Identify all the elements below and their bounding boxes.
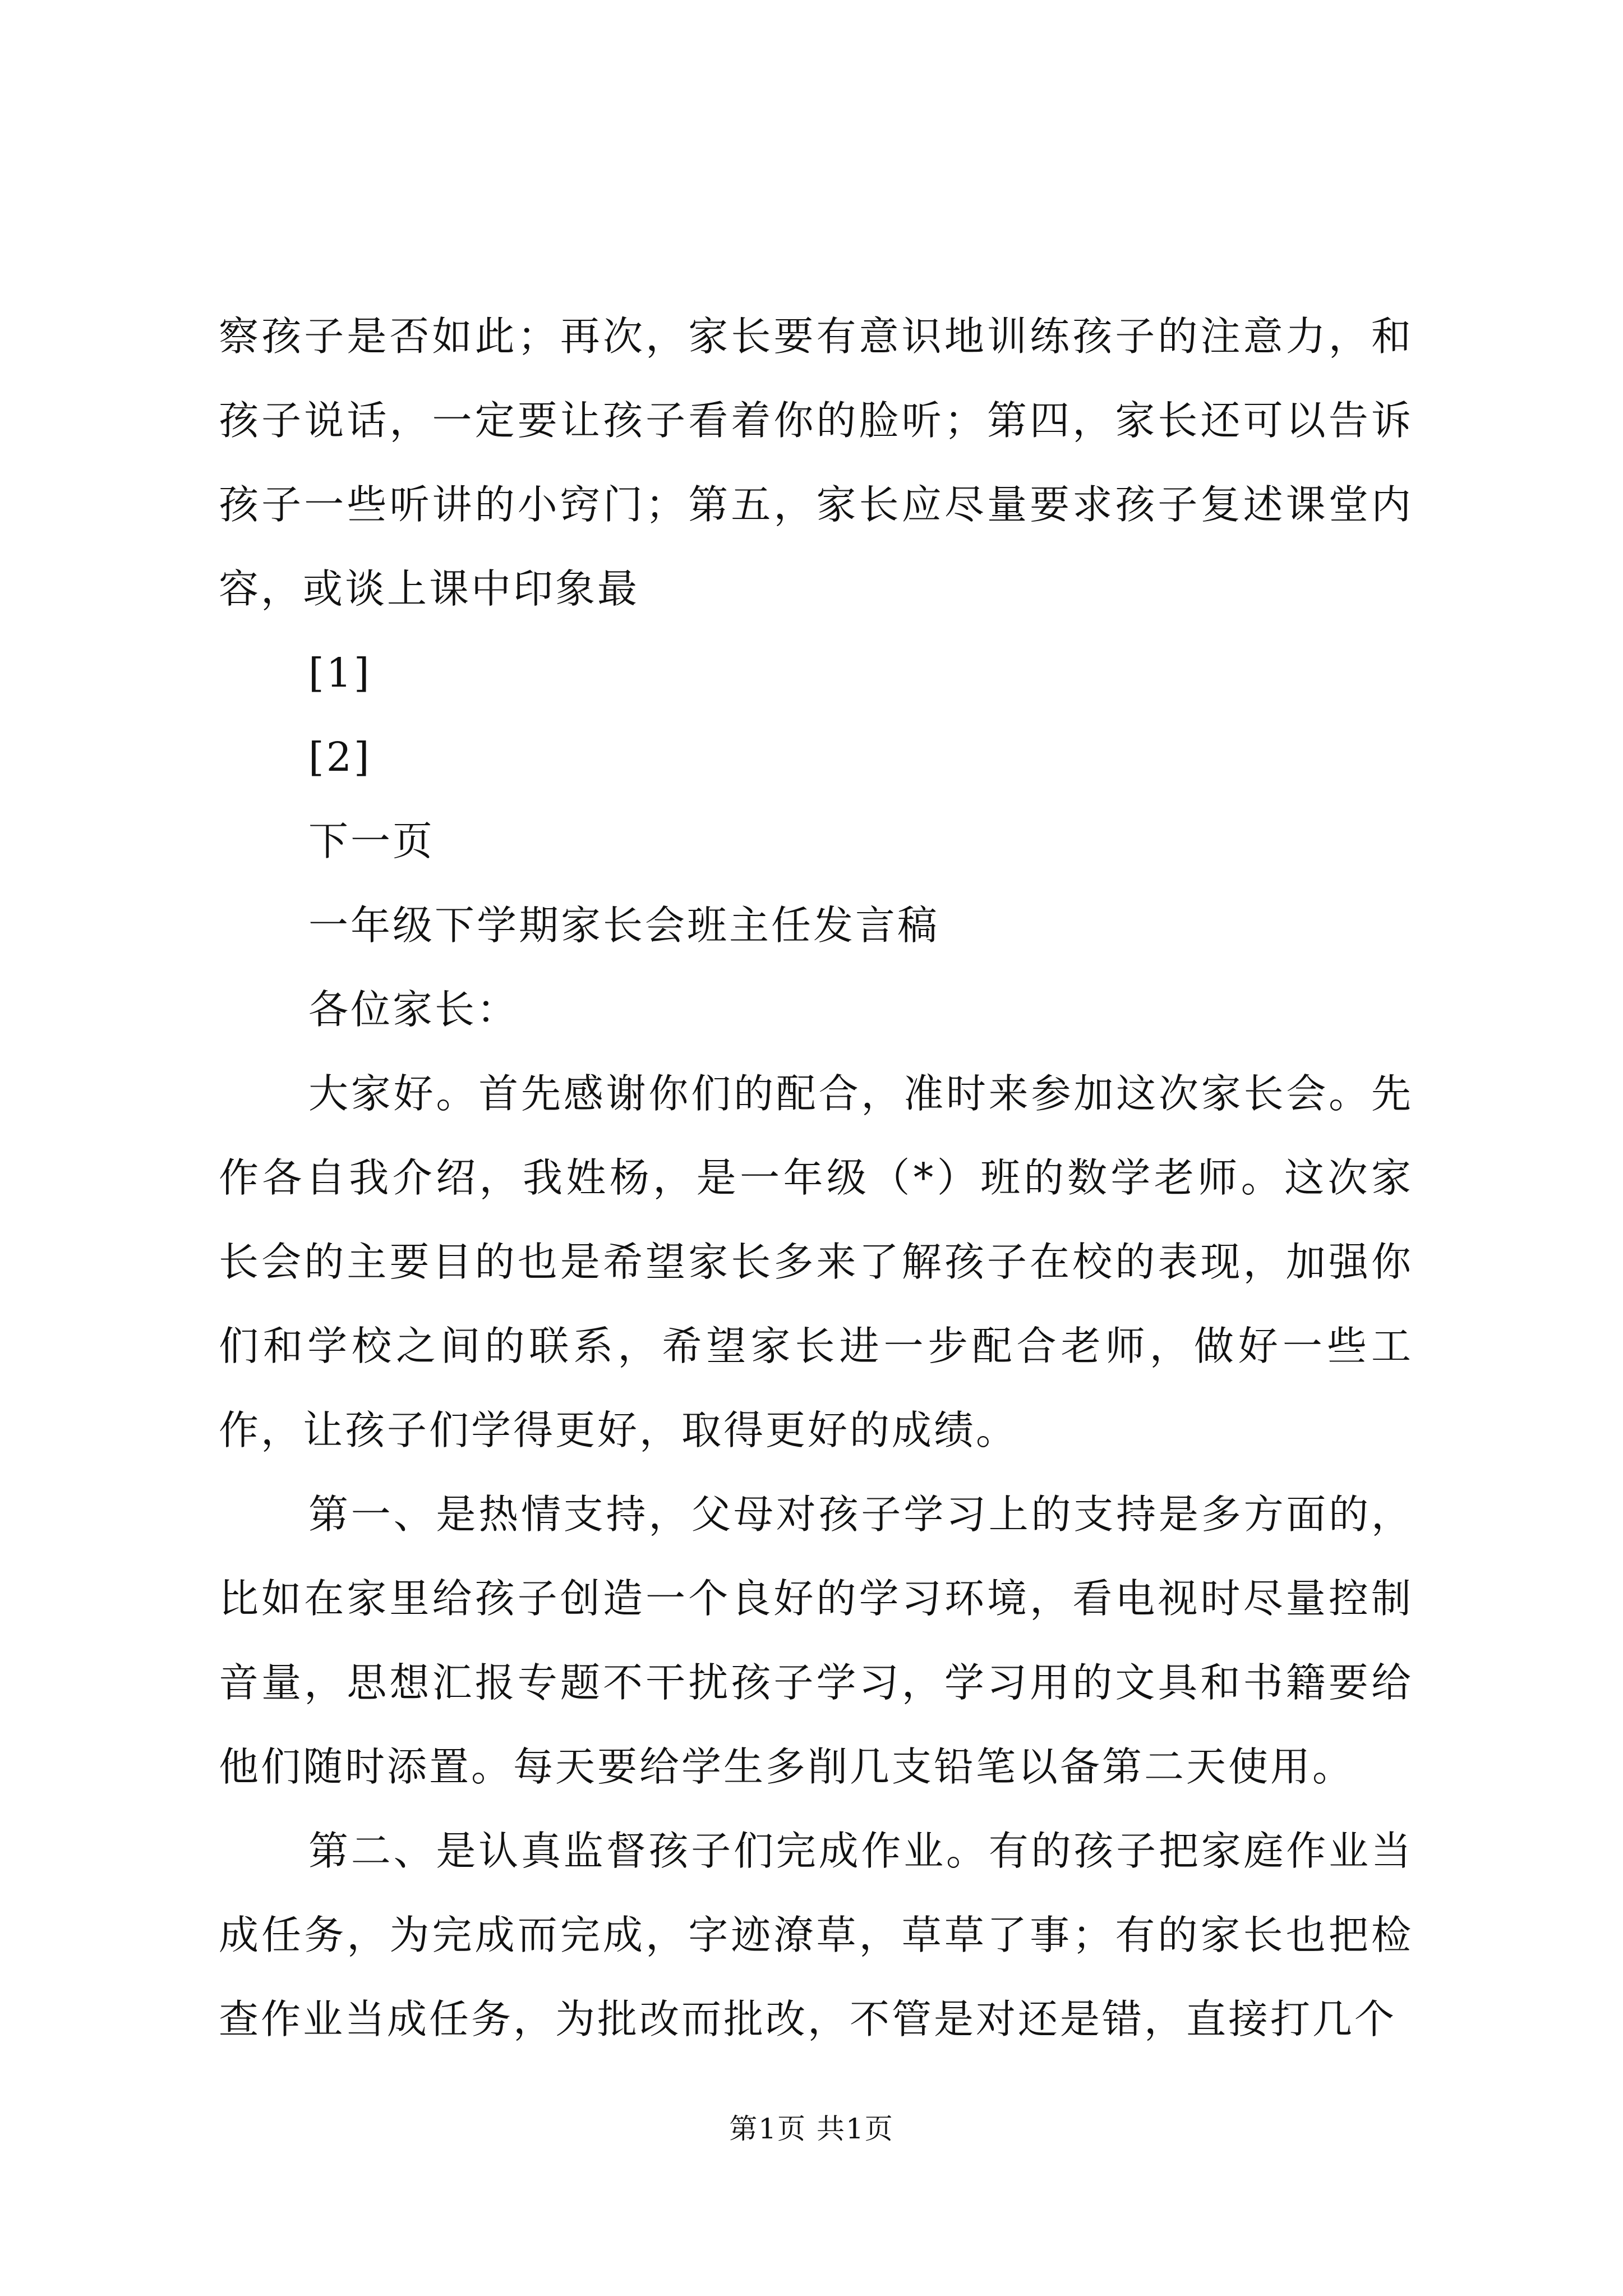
paragraph-point-one: 第一、是热情支持，父母对孩子学习上的支持是多方面的，比如在家里给孩子创造一个良好的学习环境，看电视时尽量控制音量，思想汇报专题不干扰孩子学习，学习用的文具和书籍要给他们随时添置。每天要给学生多削几支铅笔以备第二天使用。: [219, 1491, 1413, 1790]
document-body: [219, 295, 1413, 2062]
salutation: 各位家长：: [308, 986, 519, 1033]
page-footer: 第1页 共1页: [729, 2113, 894, 2145]
paragraph-continuation: 察孩子是否如此；再次，家长要有意识地训练孩子的注意力，和孩子说话，一定要让孩子看着你的脸听；第四，家长还可以告诉孩子一些听讲的小窍门；第五，家长应尽量要求孩子复述课堂内容，或谈上课中印象最: [219, 313, 1413, 612]
page-link-2[interactable]: [2]: [308, 734, 372, 780]
next-page-link[interactable]: 下一页: [308, 818, 435, 864]
page-link-1[interactable]: [1]: [308, 650, 372, 696]
paragraph-greeting: 大家好。首先感谢你们的配合，准时来参加这次家长会。先作各自我介绍，我姓杨，是一年级（*）班的数学老师。这次家长会的主要目的也是希望家长多来了解孩子在校的表现，加强你们和学校之间的联系，希望家长进一步配合老师，做好一些工作，让孩子们学得更好，取得更好的成绩。: [219, 1070, 1413, 1453]
paragraph-point-two: 第二、是认真监督孩子们完成作业。有的孩子把家庭作业当成任务，为完成而完成，字迹潦草，草草了事；有的家长也把检查作业当成任务，为批改而批改，不管是对还是错，直接打几个: [219, 1828, 1413, 2042]
document-title: 一年级下学期家长会班主任发言稿: [308, 902, 940, 949]
